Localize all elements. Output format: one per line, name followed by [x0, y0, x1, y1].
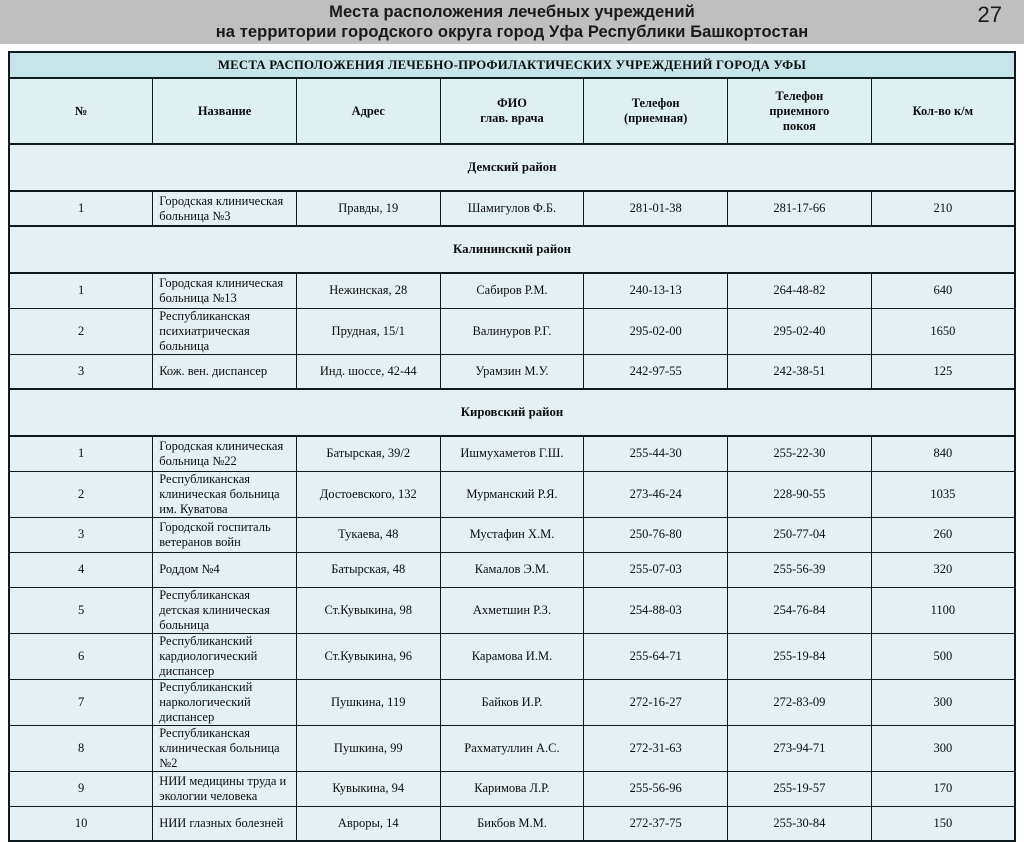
cell-chief-doctor: Байков И.Р. [440, 679, 584, 725]
cell-chief-doctor: Каримова Л.Р. [440, 771, 584, 806]
cell-name: Городская клиническая больница №22 [153, 436, 297, 471]
cell-phone-reception: 255-07-03 [584, 552, 728, 587]
cell-name: Республиканский наркологический диспансер [153, 679, 297, 725]
cell-bed-count: 170 [871, 771, 1015, 806]
cell-name: Городская клиническая больница №13 [153, 273, 297, 308]
cell-chief-doctor: Мурманский Р.Я. [440, 471, 584, 517]
cell-number: 3 [9, 354, 153, 389]
cell-number: 8 [9, 725, 153, 771]
column-header-phone-admission-line1: Телефон [775, 88, 824, 103]
cell-number: 7 [9, 679, 153, 725]
section-title: Кировский район [9, 389, 1015, 436]
table-row [9, 471, 1015, 517]
cell-name: Городской госпиталь ветеранов войн [153, 517, 297, 552]
cell-number: 5 [9, 587, 153, 633]
cell-number: 2 [9, 308, 153, 354]
cell-phone-admission: 254-76-84 [728, 587, 872, 633]
table-row [9, 552, 1015, 587]
cell-number: 1 [9, 436, 153, 471]
column-header-phone-reception [584, 78, 728, 144]
cell-address: Правды, 19 [296, 191, 440, 226]
cell-bed-count: 210 [871, 191, 1015, 226]
cell-address: Ст.Кувыкина, 98 [296, 587, 440, 633]
cell-address: Кувыкина, 94 [296, 771, 440, 806]
cell-name: Республиканская клиническая больница №2 [153, 725, 297, 771]
cell-phone-reception: 281-01-38 [584, 191, 728, 226]
cell-phone-admission: 264-48-82 [728, 273, 872, 308]
cell-phone-admission: 255-22-30 [728, 436, 872, 471]
cell-phone-reception: 255-44-30 [584, 436, 728, 471]
cell-phone-admission: 295-02-40 [728, 308, 872, 354]
cell-bed-count: 320 [871, 552, 1015, 587]
cell-bed-count: 1035 [871, 471, 1015, 517]
cell-chief-doctor: Ишмухаметов Г.Ш. [440, 436, 584, 471]
column-header-chief-doctor [440, 78, 584, 144]
cell-number: 10 [9, 806, 153, 841]
cell-address: Инд. шоссе, 42-44 [296, 354, 440, 389]
cell-phone-reception: 272-16-27 [584, 679, 728, 725]
cell-address: Тукаева, 48 [296, 517, 440, 552]
cell-number: 3 [9, 517, 153, 552]
cell-chief-doctor: Рахматуллин А.С. [440, 725, 584, 771]
cell-number: 6 [9, 633, 153, 679]
cell-number: 4 [9, 552, 153, 587]
cell-address: Прудная, 15/1 [296, 308, 440, 354]
sheet-area [0, 44, 1024, 842]
cell-phone-admission: 242-38-51 [728, 354, 872, 389]
column-header-phone-reception-line1: Телефон [631, 96, 680, 110]
cell-chief-doctor: Бикбов М.М. [440, 806, 584, 841]
cell-phone-admission: 281-17-66 [728, 191, 872, 226]
cell-address: Достоевского, 132 [296, 471, 440, 517]
cell-name: Республиканский кардиологический диспансер [153, 633, 297, 679]
table-row [9, 725, 1015, 771]
cell-phone-admission: 228-90-55 [728, 471, 872, 517]
cell-name: Республиканская детская клиническая больница [153, 587, 297, 633]
column-header-chief-doctor-line1: ФИО [497, 96, 527, 110]
cell-number: 1 [9, 191, 153, 226]
cell-phone-reception: 273-46-24 [584, 471, 728, 517]
section-header-row [9, 144, 1015, 191]
cell-phone-reception: 272-37-75 [584, 806, 728, 841]
cell-bed-count: 125 [871, 354, 1015, 389]
page-banner [0, 0, 1024, 44]
cell-address: Ст.Кувыкина, 96 [296, 633, 440, 679]
cell-address: Пушкина, 119 [296, 679, 440, 725]
cell-address: Батырская, 39/2 [296, 436, 440, 471]
cell-phone-admission: 255-19-84 [728, 633, 872, 679]
column-header-phone-admission-line3: покоя [782, 118, 816, 133]
cell-phone-reception: 250-76-80 [584, 517, 728, 552]
cell-chief-doctor: Валинуров Р.Г. [440, 308, 584, 354]
cell-number: 9 [9, 771, 153, 806]
cell-phone-reception: 242-97-55 [584, 354, 728, 389]
table-row [9, 633, 1015, 679]
cell-address: Батырская, 48 [296, 552, 440, 587]
table-caption: МЕСТА РАСПОЛОЖЕНИЯ ЛЕЧЕБНО-ПРОФИЛАКТИЧЕСКИХ УЧРЕЖДЕНИЙ ГОРОДА УФЫ [9, 52, 1015, 78]
cell-phone-admission: 255-30-84 [728, 806, 872, 841]
cell-bed-count: 1650 [871, 308, 1015, 354]
cell-number: 2 [9, 471, 153, 517]
cell-chief-doctor: Карамова И.М. [440, 633, 584, 679]
cell-phone-reception: 254-88-03 [584, 587, 728, 633]
table-row [9, 191, 1015, 226]
cell-phone-admission: 273-94-71 [728, 725, 872, 771]
cell-chief-doctor: Шамигулов Ф.Б. [440, 191, 584, 226]
cell-name: НИИ медицины труда и экологии человека [153, 771, 297, 806]
cell-phone-reception: 255-64-71 [584, 633, 728, 679]
table-row [9, 587, 1015, 633]
cell-chief-doctor: Урамзин М.У. [440, 354, 584, 389]
cell-bed-count: 300 [871, 679, 1015, 725]
column-header-address: Адрес [296, 78, 440, 144]
column-header-phone-admission [728, 78, 872, 144]
table-row [9, 517, 1015, 552]
cell-phone-admission: 272-83-09 [728, 679, 872, 725]
section-header-row [9, 389, 1015, 436]
page-number: 27 [977, 2, 1002, 27]
cell-bed-count: 500 [871, 633, 1015, 679]
cell-bed-count: 150 [871, 806, 1015, 841]
section-title: Калининский район [9, 226, 1015, 273]
table-row [9, 436, 1015, 471]
column-header-name: Название [153, 78, 297, 144]
cell-phone-reception: 295-02-00 [584, 308, 728, 354]
column-header-chief-doctor-line2: глав. врача [480, 111, 544, 125]
cell-phone-admission: 255-56-39 [728, 552, 872, 587]
table-row [9, 308, 1015, 354]
medical-institutions-table [8, 51, 1016, 842]
cell-name: НИИ глазных болезней [153, 806, 297, 841]
cell-address: Пушкина, 99 [296, 725, 440, 771]
cell-phone-reception: 240-13-13 [584, 273, 728, 308]
page-title-line1: Места расположения лечебных учреждений [329, 3, 695, 21]
cell-phone-reception: 255-56-96 [584, 771, 728, 806]
page-title-line2: на территории городского округа город Уфа Республики Башкортостан [215, 23, 809, 41]
cell-name: Городская клиническая больница №3 [153, 191, 297, 226]
cell-number: 1 [9, 273, 153, 308]
column-header-phone-reception-line2: (приемная) [623, 111, 688, 125]
cell-phone-reception: 272-31-63 [584, 725, 728, 771]
cell-bed-count: 1100 [871, 587, 1015, 633]
cell-chief-doctor: Мустафин Х.М. [440, 517, 584, 552]
cell-name: Республиканская клиническая больница им. Куватова [153, 471, 297, 517]
cell-chief-doctor: Камалов Э.М. [440, 552, 584, 587]
cell-phone-admission: 250-77-04 [728, 517, 872, 552]
cell-name: Республиканская психиатрическая больница [153, 308, 297, 354]
cell-bed-count: 840 [871, 436, 1015, 471]
cell-bed-count: 260 [871, 517, 1015, 552]
table-row [9, 679, 1015, 725]
cell-chief-doctor: Сабиров Р.М. [440, 273, 584, 308]
cell-address: Авроры, 14 [296, 806, 440, 841]
column-header-number: № [9, 78, 153, 144]
cell-bed-count: 640 [871, 273, 1015, 308]
table-header-row [9, 78, 1015, 144]
cell-name: Роддом №4 [153, 552, 297, 587]
section-title: Демский район [9, 144, 1015, 191]
column-header-phone-admission-line2: приемного [769, 103, 830, 118]
section-header-row [9, 226, 1015, 273]
column-header-bed-count: Кол-во к/м [871, 78, 1015, 144]
page-title [216, 2, 809, 42]
table-row [9, 273, 1015, 308]
cell-bed-count: 300 [871, 725, 1015, 771]
cell-name: Кож. вен. диспансер [153, 354, 297, 389]
table-caption-row [9, 52, 1015, 78]
table-row [9, 806, 1015, 841]
table-row [9, 771, 1015, 806]
cell-chief-doctor: Ахметшин Р.З. [440, 587, 584, 633]
cell-address: Нежинская, 28 [296, 273, 440, 308]
cell-phone-admission: 255-19-57 [728, 771, 872, 806]
table-row [9, 354, 1015, 389]
